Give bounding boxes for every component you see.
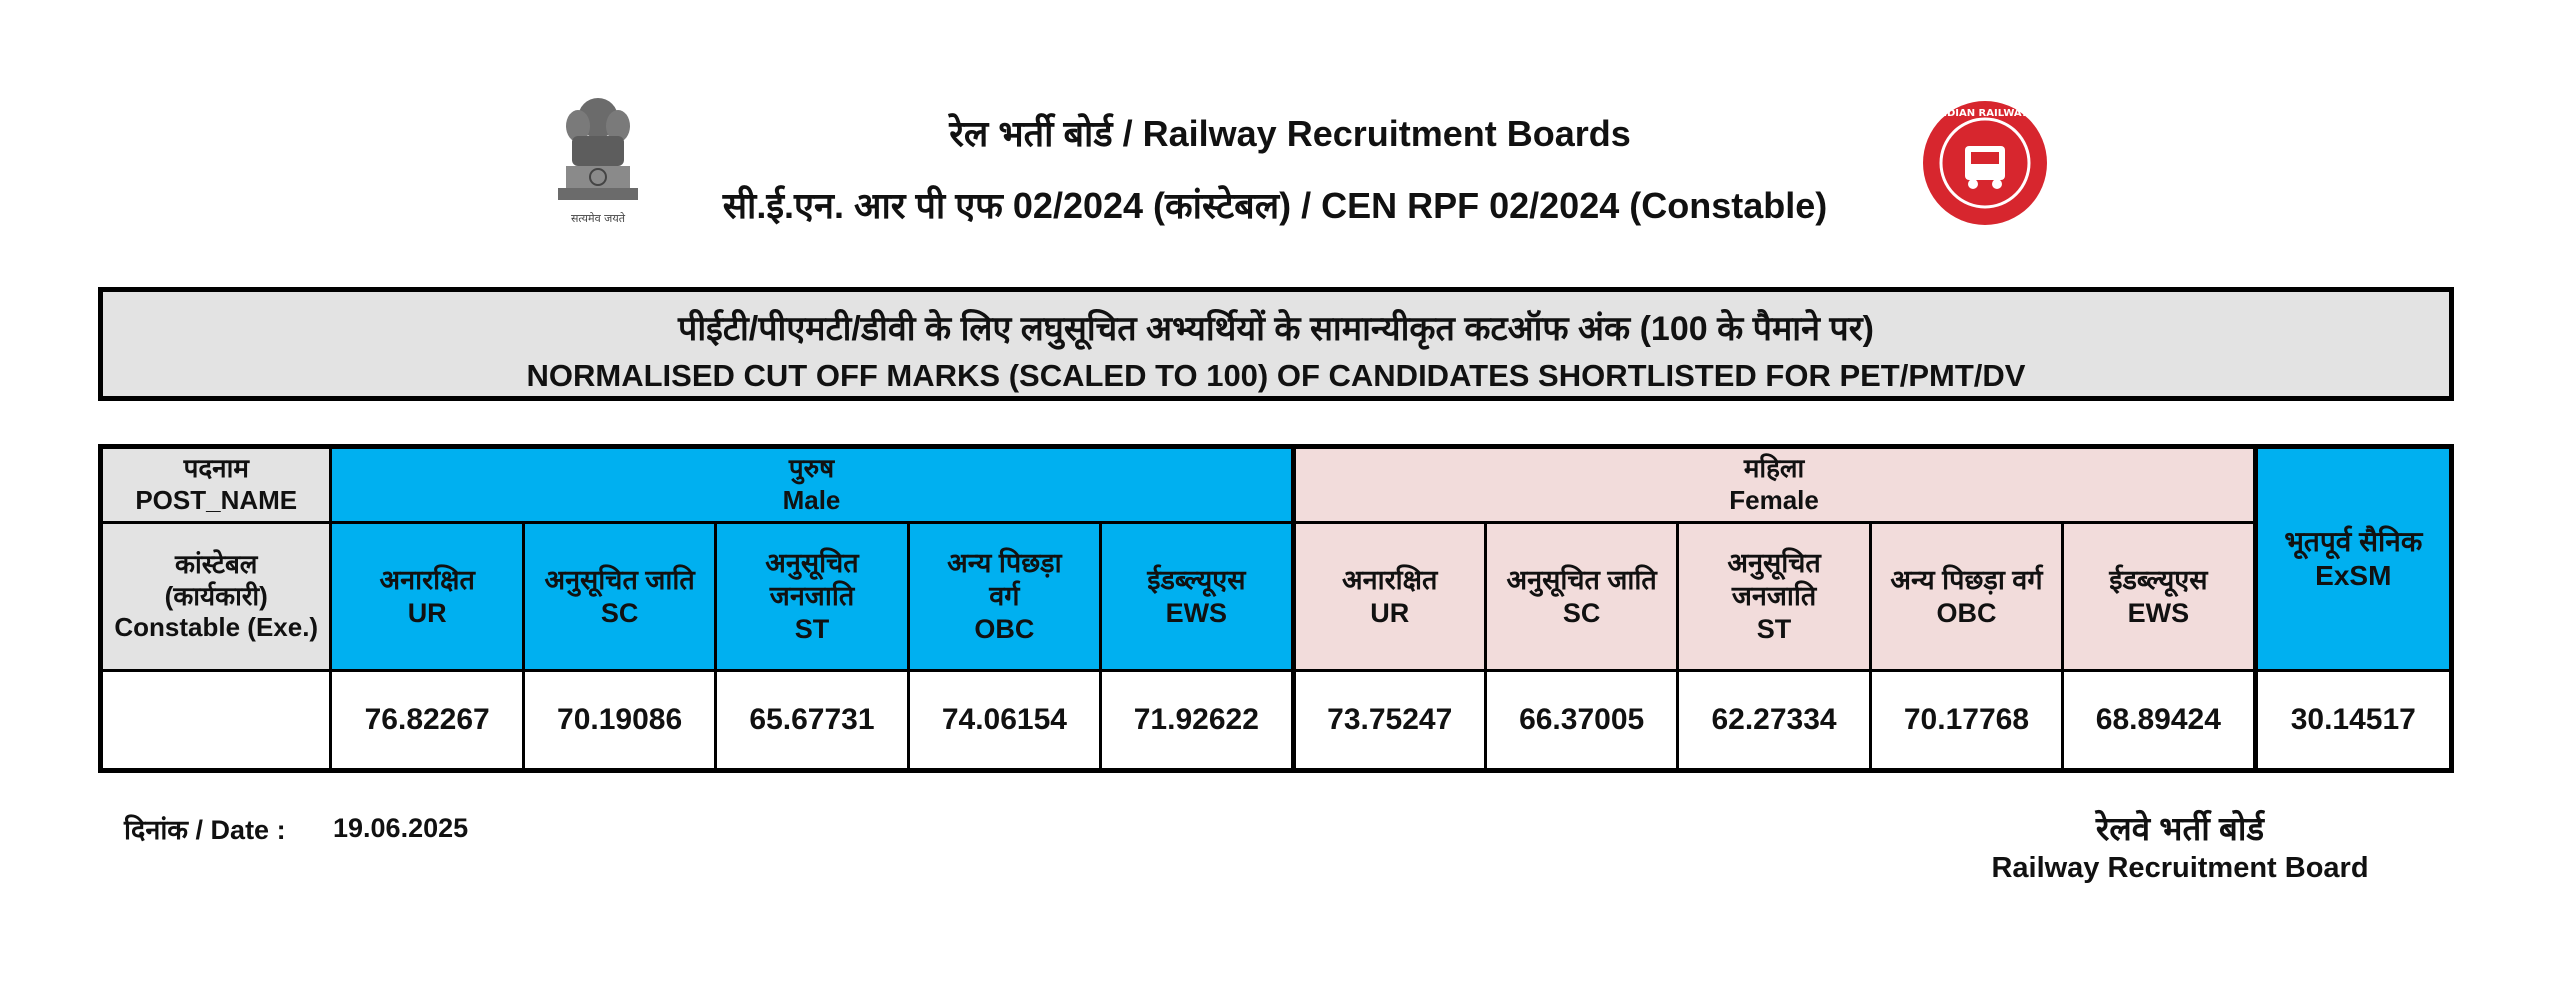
banner-title-english: NORMALISED CUT OFF MARKS (SCALED TO 100) OF CANDIDATES SHORTLISTED FOR PET/PMT/DV xyxy=(526,358,2026,393)
female-sc-value: 66.37005 xyxy=(1485,671,1677,771)
indian-railways-logo-icon xyxy=(1915,98,2055,228)
female-category-obc: अन्य पिछड़ा वर्ग OBC xyxy=(1870,523,2062,671)
male-st-value: 65.67731 xyxy=(716,671,908,771)
banner-title-hindi: पीईटी/पीएमटी/डीवी के लिए लघुसूचित अभ्यर्थियों के सामान्यीकृत कटऑफ अंक (100 के पैमाने पर) xyxy=(678,310,1874,348)
cutoff-table xyxy=(98,444,2454,773)
date-label: दिनांक / Date : xyxy=(124,815,286,845)
female-ews-value: 68.89424 xyxy=(2063,671,2255,771)
male-sc-value: 70.19086 xyxy=(523,671,715,771)
page-subtitle: सी.ई.एन. आर पी एफ 02/2024 (कांस्टेबल) / CEN RPF 02/2024 (Constable) xyxy=(722,185,1828,226)
female-obc-value: 70.17768 xyxy=(1870,671,2062,771)
male-ur-value: 76.82267 xyxy=(331,671,523,771)
male-category-sc: अनुसूचित जाति SC xyxy=(523,523,715,671)
signatory-english: Railway Recruitment Board xyxy=(1991,852,2369,884)
post-name-cell: कांस्टेबल (कार्यकारी) Constable (Exe.) xyxy=(101,523,331,671)
male-category-ur: अनारक्षित UR xyxy=(331,523,523,671)
female-ur-value: 73.75247 xyxy=(1293,671,1485,771)
male-category-ews: ईडब्ल्यूएस EWS xyxy=(1101,523,1293,671)
table-subheader-row xyxy=(101,523,2452,671)
exsm-header: भूतपूर्व सैनिक ExSM xyxy=(2255,447,2451,671)
signatory-hindi: रेलवे भर्ती बोर्ड xyxy=(2095,810,2265,847)
female-category-ur: अनारक्षित UR xyxy=(1293,523,1485,671)
female-category-sc: अनुसूचित जाति SC xyxy=(1485,523,1677,671)
male-ews-value: 71.92622 xyxy=(1101,671,1293,771)
female-group-header: महिला Female xyxy=(1293,447,2255,523)
table-header-row xyxy=(101,447,2452,523)
male-category-st: अनुसूचित जनजाति ST xyxy=(716,523,908,671)
date-value: 19.06.2025 xyxy=(333,813,469,843)
cutoff-banner xyxy=(98,287,2454,401)
female-st-value: 62.27334 xyxy=(1678,671,1870,771)
female-category-ews: ईडब्ल्यूएस EWS xyxy=(2063,523,2255,671)
female-category-st: अनुसूचित जनजाति ST xyxy=(1678,523,1870,671)
emblem-motto: सत्यमेव जयते xyxy=(570,212,626,225)
male-obc-value: 74.06154 xyxy=(908,671,1100,771)
male-group-header: पुरुष Male xyxy=(331,447,1293,523)
post-name-header: पदनाम POST_NAME xyxy=(101,447,331,523)
railway-logo-text: INDIAN RAILWAYS xyxy=(1934,108,2036,119)
male-category-obc: अन्य पिछड़ा वर्ग OBC xyxy=(908,523,1100,671)
table-row xyxy=(101,671,2452,771)
post-blank-cell xyxy=(101,671,331,771)
page-header xyxy=(0,0,2550,260)
page-title: रेल भर्ती बोर्ड / Railway Recruitment Boards xyxy=(949,113,1631,154)
exsm-value: 30.14517 xyxy=(2255,671,2451,771)
